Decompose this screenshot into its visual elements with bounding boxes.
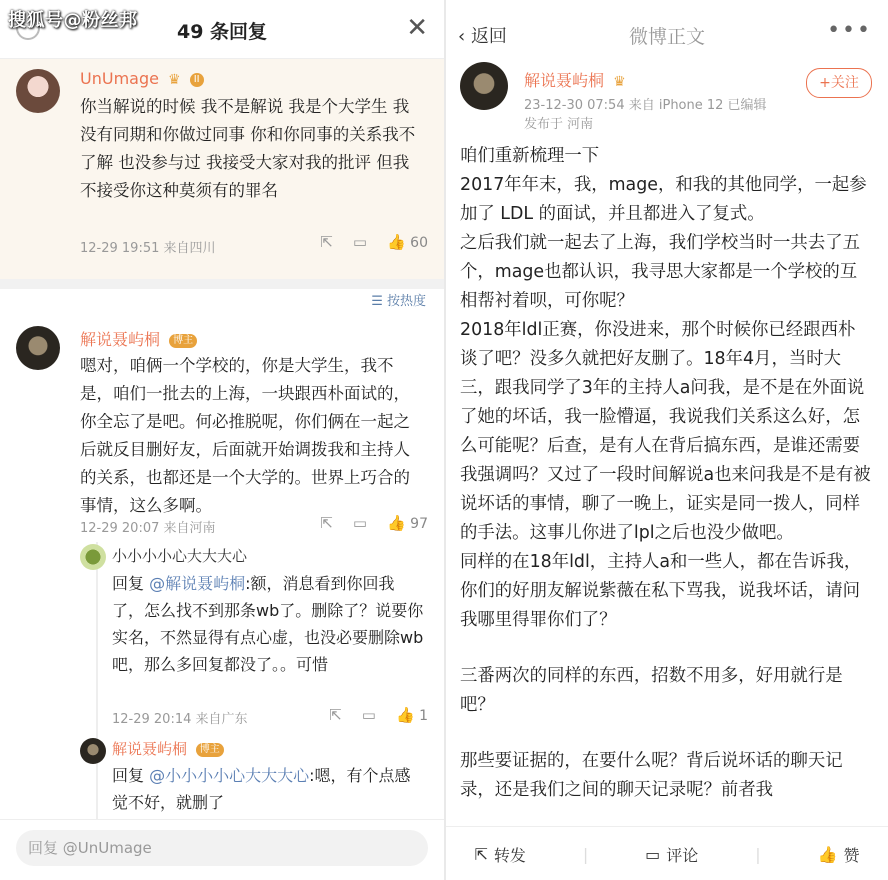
page-title: 微博正文 <box>628 26 705 48</box>
post-paragraph: 同样的在18年ldl，主持人a和一些人，都在告诉我，你们的好朋友解说紫薇在私下骂我，说我坏话，请问我哪里得罪你们了？ <box>460 552 862 630</box>
reply-author[interactable]: 小小小小心大大大心 <box>112 547 248 565</box>
author-badge: 博主 <box>169 334 197 348</box>
post-action-bar <box>446 826 888 880</box>
reply-thread-line <box>96 542 98 822</box>
post-header <box>446 0 888 66</box>
reply-meta: 12-29 20:14 来自广东 <box>112 712 248 727</box>
reply-body: :额，消息看到你回我了，怎么找不到那条wb了。删除了？说要你实名，不然显得有点心虚，也没必要删除wb吧，那么多回复都没了。。可惜 <box>112 574 424 674</box>
comment-icon[interactable]: ▭ <box>352 514 368 532</box>
paragraph-gap <box>460 720 872 747</box>
root-comment <box>0 59 444 279</box>
comment-author[interactable] <box>80 69 204 88</box>
close-icon[interactable]: ✕ <box>406 13 428 43</box>
level-badge: II <box>190 73 204 87</box>
comment-icon[interactable]: ▭ <box>352 233 368 251</box>
post-panel <box>446 0 888 880</box>
action-divider: | <box>582 844 589 864</box>
mention-link[interactable]: @解说聂屿桐 <box>149 574 246 593</box>
post-location: 发布于 河南 <box>524 117 594 132</box>
action-divider: | <box>755 844 761 864</box>
comment-label: 评论 <box>666 845 699 865</box>
author-name[interactable]: 解说聂屿桐 <box>112 740 188 758</box>
like-button[interactable] <box>387 233 428 251</box>
follow-button[interactable]: +关注 <box>806 68 872 98</box>
replies-title: 49 条回复 <box>176 21 268 43</box>
paragraph-gap <box>460 635 872 662</box>
author-name[interactable]: 解说聂屿桐 <box>80 330 161 349</box>
crown-icon: ♛ <box>613 73 626 90</box>
post-meta: 23-12-30 07:54 来自 iPhone 12 已编辑 <box>524 98 767 113</box>
watermark: 搜狐号@粉丝邦 <box>8 10 138 31</box>
comment-button[interactable] <box>645 843 698 866</box>
comment-actions <box>320 233 428 251</box>
like-count: 1 <box>419 708 428 724</box>
comment-icon: ▭ <box>645 844 661 864</box>
repost-button[interactable] <box>474 843 525 866</box>
sort-icon: ☰ <box>371 294 383 309</box>
post-paragraph: 咱们重新梳理一下 <box>460 146 600 166</box>
post-author[interactable] <box>524 68 626 91</box>
comment-author[interactable] <box>80 327 197 350</box>
repost-label: 转发 <box>493 845 526 865</box>
chevron-left-icon: ‹ <box>458 26 466 47</box>
comment-meta: 12-29 19:51 来自四川 <box>80 241 216 256</box>
thumbs-up-icon: 👍 <box>387 514 406 532</box>
sort-toggle[interactable] <box>371 290 426 309</box>
comment-icon[interactable]: ▭ <box>361 706 376 724</box>
like-label: 赞 <box>843 845 860 865</box>
author-avatar[interactable] <box>460 62 508 110</box>
reply-author[interactable] <box>112 738 224 759</box>
post-paragraph: 那些要证据的，在要什么呢？背后说坏话的聊天记录，还是我们之间的聊天记录呢？前者我 <box>460 751 843 800</box>
like-count: 60 <box>410 235 428 251</box>
crown-icon: ♛ <box>168 71 181 88</box>
post-paragraph: 2018年ldl正赛，你没进来，那个时候你已经跟西朴谈了吧？没多久就把好友删了。18年4月，当时大三，跟我同学了3年的主持人a问我，是不是在外面说了她的坏话，我一脸懵逼，我说我们关系这么好，怎么可能呢？后查，是有人在背后搞东西，是谁还需要我强调吗？又过了一段时间解说a也来问我是不是有被说坏话的事情，聊了一晚上，证实是同一拨人，同样的手法。这事儿你进了lpl之后也没少做吧。 <box>460 320 871 543</box>
avatar[interactable] <box>16 69 60 113</box>
share-icon[interactable]: ⇱ <box>320 514 333 532</box>
post-body <box>460 142 872 805</box>
like-button[interactable] <box>396 706 428 724</box>
avatar[interactable] <box>16 326 60 370</box>
reply-prefix: 回复 <box>112 574 150 593</box>
thumbs-up-icon: 👍 <box>395 706 415 724</box>
sort-label: 按热度 <box>386 294 426 309</box>
author-name[interactable]: UnUmage <box>80 69 159 88</box>
post-paragraph: 三番两次的同样的东西，招数不用多，好用就行是吧？ <box>460 666 843 715</box>
like-button[interactable] <box>387 514 428 532</box>
avatar[interactable] <box>80 544 106 570</box>
mention-link[interactable]: @小小小小心大大大心 <box>149 766 310 785</box>
reply-body: :嗯，有个点感觉不好，就删了 <box>112 766 411 812</box>
reply-text <box>112 762 424 816</box>
section-divider <box>0 279 444 289</box>
repost-icon: ⇱ <box>474 844 488 864</box>
reply-prefix: 回复 <box>112 766 150 785</box>
thumbs-up-icon: 👍 <box>387 233 406 251</box>
share-icon[interactable]: ⇱ <box>320 233 333 251</box>
reply-actions <box>329 706 428 724</box>
more-icon[interactable]: ••• <box>827 18 872 43</box>
post-paragraph: 2017年年末，我，mage，和我的其他同学，一起参加了 LDL 的面试，并且都进入了复式。 <box>460 175 867 224</box>
reply-input[interactable]: 回复 @UnUmage <box>16 830 428 866</box>
avatar[interactable] <box>80 738 106 764</box>
post-paragraph: 之后我们就一起去了上海，我们学校当时一共去了五个，mage也都认识，我寻思大家都是一个学校的互相帮衬着呗，可你呢？ <box>460 233 860 311</box>
share-icon[interactable]: ⇱ <box>329 706 342 724</box>
like-count: 97 <box>410 516 428 532</box>
like-button[interactable] <box>818 843 860 866</box>
comment-meta: 12-29 20:07 来自河南 <box>80 521 216 536</box>
comment-text: 你当解说的时候 我不是解说 我是个大学生 我没有同期和你做过同事 你和你同事的关系我不了解 也没参与过 我接受大家对我的批评 但我不接受你这种莫须有的罪名 <box>80 97 416 200</box>
author-name[interactable]: 解说聂屿桐 <box>524 71 605 90</box>
reply-text <box>112 570 424 678</box>
comment-text: 嗯对，咱俩一个学校的，你是大学生，我不是，咱们一批去的上海，一块跟西朴面试的，你全忘了是吧。何必推脱呢，你们俩在一起之后就反目删好友，后面就开始调拨我和主持人的关系，也都还是一个大学的。世界上巧合的事情，这么多啊。 <box>80 356 410 515</box>
thumbs-up-icon: 👍 <box>817 844 838 864</box>
author-badge: 博主 <box>196 743 224 757</box>
comment-actions <box>320 514 428 532</box>
back-label: 返回 <box>470 26 507 47</box>
